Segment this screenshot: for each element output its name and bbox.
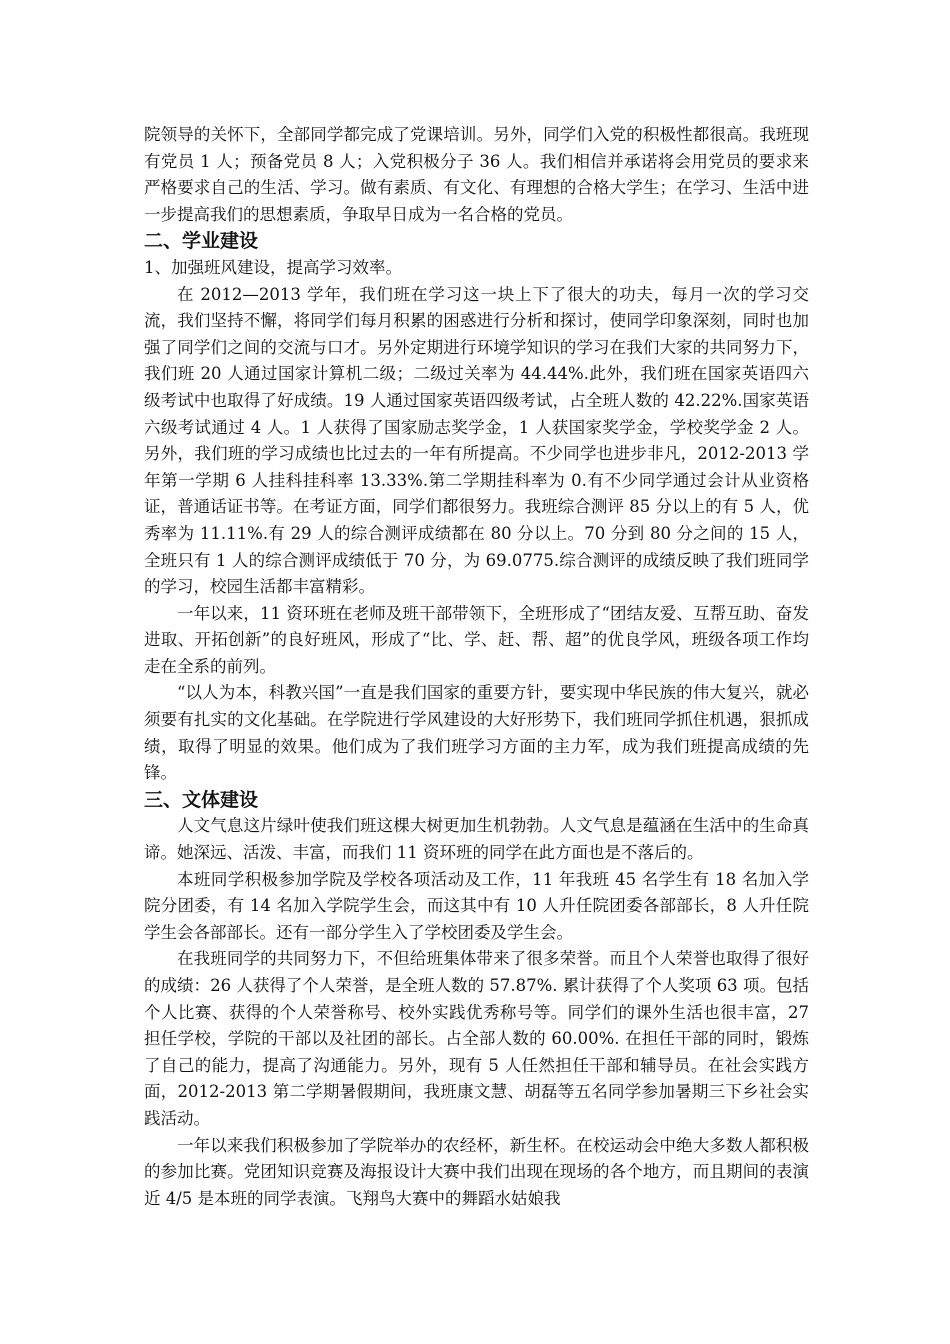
paragraph-student-union: 本班同学积极参加学院及学校各项活动及工作，11 年我班 45 名学生有 18 名加入学院分团委，有 14 名加入学院学生会，而这其中有 10 人升任院团委各部部长，8 人升任院学生会各部部长。还有一部分学生入了学校团委及学生会。 [144,869,809,942]
paragraph-humanities: 人文气息这片绿叶使我们班这棵大树更加生机勃勃。人文气息是蕴涵在生活中的生命真谛。她深远、活泼、丰富，而我们 11 资环班的同学在此方面也是不落后的。 [144,816,809,863]
section-heading-culture-sports: 三、文体建设 [144,788,259,811]
paragraph-activities: 一年以来我们积极参加了学院举办的农经杯，新生杯。在校运动会中绝大多数人都积极的参加比赛。党团知识竞赛及海报设计大赛中我们出现在现场的各个地方，而且期间的表演近 4/5 是本班的同学表演。飞翔鸟大赛中的舞蹈水姑娘我 [144,1135,809,1208]
paragraph-party-development: 院领导的关怀下，全部同学都完成了党课培训。另外，同学们入党的积极性都很高。我班现有党员 1 人；预备党员 8 人；入党积极分子 36 人。我们相信并承诺将会用党员的要求来严格要求自己的生活、学习。做有素质、有文化、有理想的合格大学生；在学习、生活中进一步提高我们的思想素质，争取早日成为一名合格的党员。 [144,125,809,224]
paragraph-honors: 在我班同学的共同努力下，不但给班集体带来了很多荣誉。而且个人荣誉也取得了很好的成绩：26 人获得了个人荣誉，是全班人数的 57.87%. 累计获得了个人奖项 63 项。包括个人比赛、获得的个人荣誉称号、校外实践优秀称号等。同学们的课外生活也很丰富，27 担任学校，学院的干部以及社团的部长。占全部人数的 60.00%. 在担任干部的同时，锻炼了自己的能力，提高了沟通能力。另外，现有 5 人任然担任干部和辅导员。在社会实践方面，2012-2013 第二学期暑假期间，我班康文慧、胡磊等五名同学参加暑期三下乡社会实践活动。 [144,949,809,1128]
paragraph-study-results: 在 2012—2013 学年，我们班在学习这一块上下了很大的功夫，每月一次的学习交流，我们坚持不懈，将同学们每月积累的困惑进行分析和探讨，使同学印象深刻，同时也加强了同学们之间的交流与口才。另外定期进行环境学知识的学习在我们大家的共同努力下，我们班 20 人通过国家计算机二级；二级过关率为 44.44%.此外，我们班在国家英语四六级考试中也取得了好成绩。19 人通过国家英语四级考试，占全班人数的 42.22%.国家英语六级考试通过 4 人。1 人获得了国家励志奖学金，1 人获国家奖学金，学校奖学金 2 人。另外，我们班的学习成绩也比过去的一年有所提高。不少同学也进步非凡，2012-2013 学年第一学期 6 人挂科挂科率 13.33%.第二学期挂科率为 0.有不少同学通过会计从业资格证，普通话证书等。在考证方面，同学们都很努力。我班综合测评 85 分以上的有 5 人，优秀率为 11.11%.有 29 人的综合测评成绩都在 80 分以上。70 分到 80 分之间的 15 人，全班只有 1 人的综合测评成绩低于 70 分，为 69.0775.综合测评的成绩反映了我们班同学的学习，校园生活都丰富精彩。 [144,284,809,597]
document-page [144,122,809,1212]
list-item-class-style: 1、加强班风建设，提高学习效率。 [144,257,402,277]
paragraph-study-motto: “以人为本，科教兴国”一直是我们国家的重要方针，要实现中华民族的伟大复兴，就必须要有扎实的文化基础。在学院进行学风建设的大好形势下，我们班同学抓住机遇，狠抓成绩，取得了明显的效果。他们成为了我们班学习方面的主力军，成为我们班提高成绩的先锋。 [144,683,809,783]
paragraph-class-spirit: 一年以来，11 资环班在老师及班干部带领下，全班形成了“团结友爱、互帮互助、奋发进取、开拓创新”的良好班风，形成了“比、学、赶、帮、超”的优良学风，班级各项工作均走在全系的前列。 [144,603,809,676]
section-heading-academic: 二、学业建设 [144,230,259,253]
